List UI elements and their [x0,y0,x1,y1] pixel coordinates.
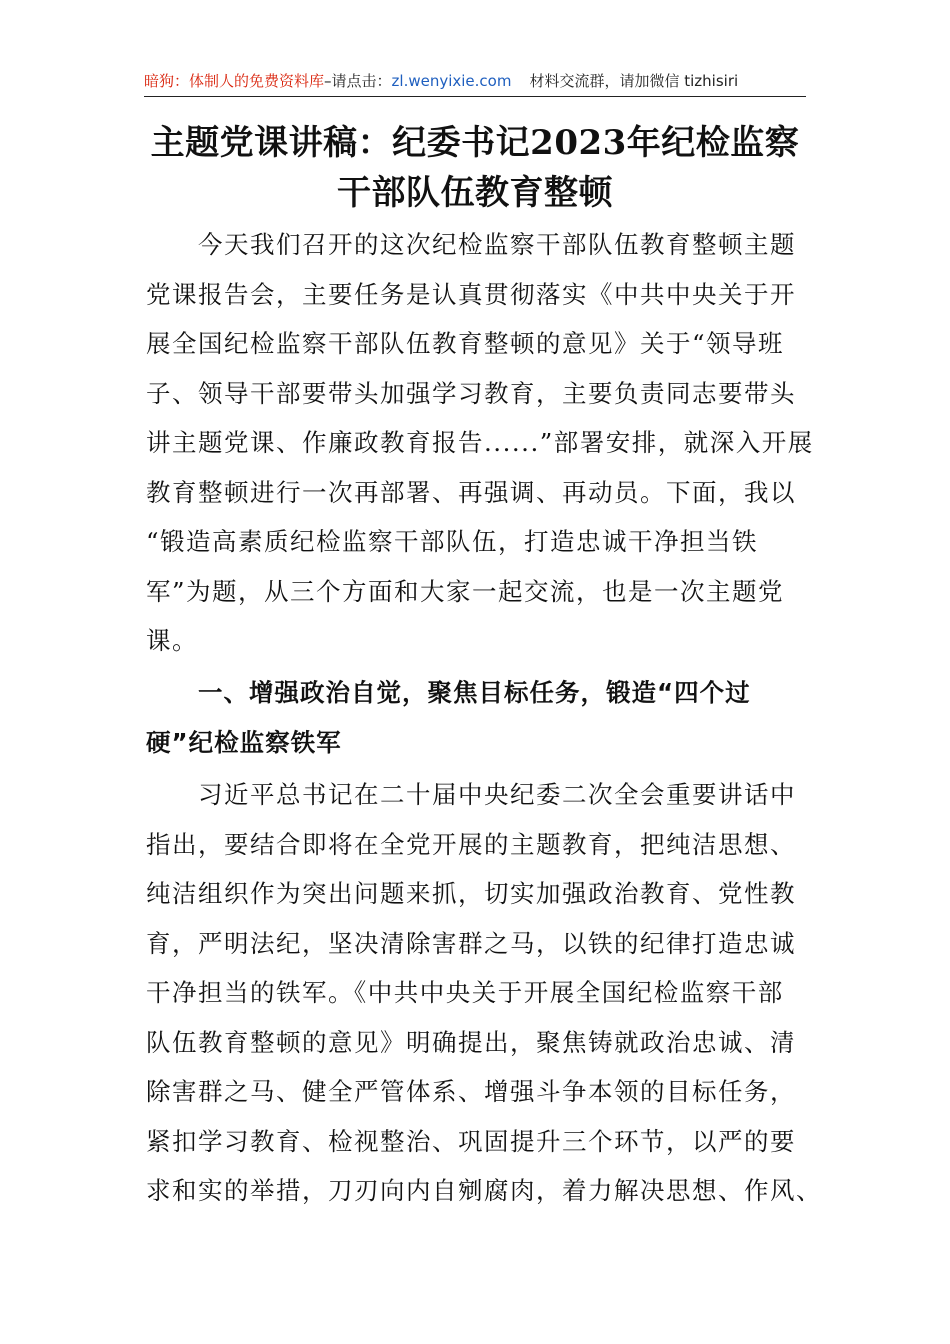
text-line: 子、领导干部要带头加强学习教育，主要负责同志要带头 [146,378,796,408]
section-heading [146,668,806,767]
heading-line: 硬”纪检监察铁军 [146,727,342,757]
resource-link[interactable]: zl.wenyixie.com [391,72,512,90]
text-line: 课。 [146,626,198,655]
text-line: 干净担当的铁军。《中共中央关于开展全国纪检监察干部 [146,978,784,1007]
text-line: 队伍教育整顿的意见》明确提出，聚焦铸就政治忠诚、清 [146,1027,796,1057]
contact-text: 材料交流群，请加微信 tizhisiri [529,72,739,90]
page-header [144,66,806,97]
text-line: 指出，要结合即将在全党开展的主题教育，把纯洁思想、 [146,829,796,859]
promo-label: 暗狗：体制人的免费资料库 [144,72,325,90]
text-line: 党课报告会，主要任务是认真贯彻落实《中共中央关于开 [146,279,796,309]
title-line: 主题党课讲稿：纪委书记2023年纪检监察 [150,123,800,163]
text-line: 紧扣学习教育、检视整治、巩固提升三个环节，以严的要 [146,1126,796,1156]
text-line: 求和实的举措，刀刃向内自剜腐肉，着力解决思想、作风、 [146,1176,822,1205]
text-line: 习近平总书记在二十届中央纪委二次全会重要讲话中 [198,780,796,809]
section-body-paragraph [146,770,822,1216]
title-line: 干部队伍教育整顿 [337,173,613,213]
click-label: –请点击： [324,72,392,90]
text-line: “锻造高素质纪检监察干部队伍，打造忠诚干净担当铁 [146,527,759,556]
text-line: 军”为题，从三个方面和大家一起交流，也是一次主题党 [146,576,785,606]
text-line: 今天我们召开的这次纪检监察干部队伍教育整顿主题 [198,230,796,259]
text-line: 教育整顿进行一次再部署、再强调、再动员。下面，我以 [146,477,796,507]
text-line: 除害群之马、健全严管体系、增强斗争本领的目标任务， [146,1077,796,1106]
heading-line: 一、增强政治自觉，聚焦目标任务，锻造“四个过 [198,678,751,707]
document-title [140,118,810,218]
text-line: 纯洁组织作为突出问题来抓，切实加强政治教育、党性教 [146,879,796,908]
text-line: 育，严明法纪，坚决清除害群之马，以铁的纪律打造忠诚 [146,928,796,958]
text-line: 展全国纪检监察干部队伍教育整顿的意见》关于“领导班 [146,329,785,358]
text-line: 讲主题党课、作廉政教育报告......”部署安排，就深入开展 [146,428,814,457]
intro-paragraph [146,220,814,666]
